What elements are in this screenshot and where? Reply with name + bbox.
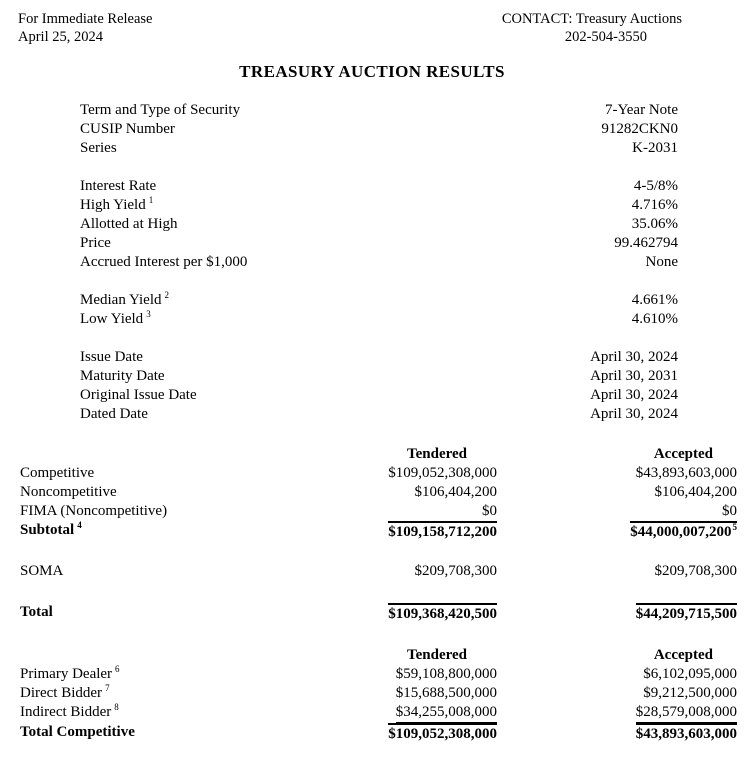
security-details [0, 101, 744, 424]
row-label: SOMA [20, 563, 64, 579]
detail-label: Term and Type of Security [80, 102, 241, 118]
contact-line: CONTACT: Treasury Auctions [501, 11, 682, 27]
row-label: Indirect Bidder $^8$ [20, 702, 119, 720]
detail-row [0, 234, 744, 253]
detail-row [0, 177, 744, 196]
tendered-value: $34,255,008,000 [300, 703, 497, 723]
row-label: Noncompetitive [20, 484, 117, 500]
detail-value: 99.462794 [614, 235, 678, 251]
table-row-direct-bidder [0, 684, 744, 703]
row-label: Competitive [20, 465, 95, 481]
tendered-column-header: Tendered [406, 446, 467, 462]
detail-row [0, 310, 744, 329]
tendered-value: $0 [482, 503, 497, 519]
contact-block [502, 10, 682, 46]
security-identity-group [0, 101, 744, 158]
detail-value: April 30, 2024 [590, 387, 678, 403]
detail-row [0, 196, 744, 215]
detail-value: 7-Year Note [604, 102, 678, 118]
detail-label: Price [80, 235, 111, 251]
row-label: FIMA (Noncompetitive) [20, 503, 168, 519]
detail-value: 4.661% [631, 292, 678, 308]
row-label: Total Competitive [20, 724, 135, 740]
tendered-value: $109,052,308,000 [300, 723, 497, 744]
detail-label: Maturity Date [80, 368, 165, 384]
detail-label: High Yield $^1$ [80, 195, 154, 213]
table-row-competitive [0, 464, 744, 483]
release-line: For Immediate Release [18, 11, 153, 27]
document-title: TREASURY AUCTION RESULTS [239, 62, 505, 81]
detail-value: April 30, 2024 [590, 349, 678, 365]
table-row-subtotal [0, 521, 744, 542]
dates-group [0, 348, 744, 424]
accepted-value: $43,893,603,000 [497, 723, 737, 744]
detail-label: Issue Date [80, 349, 143, 365]
detail-value: 4.716% [631, 197, 678, 213]
allocation-table [0, 445, 744, 624]
tendered-column-header: Tendered [406, 647, 467, 663]
detail-label: Series [80, 140, 117, 156]
contact-phone: 202-504-3550 [564, 29, 647, 45]
detail-value: April 30, 2031 [590, 368, 678, 384]
detail-row [0, 291, 744, 310]
accepted-value: $28,579,008,000 [497, 703, 737, 723]
detail-label: CUSIP Number [80, 121, 175, 137]
tendered-value: $15,688,500,000 [395, 685, 497, 701]
row-label: Primary Dealer $^6$ [20, 664, 120, 682]
row-label: Subtotal $^4$ [20, 520, 82, 538]
release-block [18, 10, 152, 46]
table-row-primary-dealer [0, 665, 744, 684]
release-date: April 25, 2024 [18, 29, 103, 45]
footnote-marker: 8 [114, 702, 119, 712]
footnote-marker: 6 [115, 664, 120, 674]
detail-value: None [645, 254, 678, 270]
accepted-value: $43,893,603,000 [635, 465, 737, 481]
median-low-yield-group [0, 291, 744, 329]
detail-label: Low Yield $^3$ [80, 309, 151, 327]
bidder-table-header [0, 646, 744, 665]
tendered-value: $209,708,300 [414, 563, 497, 579]
header-spacer [20, 445, 300, 464]
detail-label: Accrued Interest per $1,000 [80, 254, 248, 270]
detail-row [0, 120, 744, 139]
accepted-column-header: Accepted [653, 647, 713, 663]
detail-row [0, 101, 744, 120]
footnote-marker: 1 [148, 195, 154, 205]
detail-row [0, 348, 744, 367]
detail-label: Original Issue Date [80, 387, 197, 403]
table-row-fima [0, 502, 744, 521]
accepted-value: $44,000,007,200$^5$ [630, 522, 737, 540]
detail-row [0, 215, 744, 234]
tendered-value: $59,108,800,000 [395, 666, 497, 682]
table-row-noncompetitive [0, 483, 744, 502]
detail-value: 4-5/8% [633, 178, 678, 194]
tendered-value: $109,368,420,500 [300, 603, 497, 624]
table-row-total [0, 603, 744, 624]
table-row-soma [0, 562, 744, 581]
table-row-indirect-bidder [0, 703, 744, 723]
bidder-table [0, 646, 744, 744]
accepted-value: $44,209,715,500 [497, 603, 737, 624]
detail-row [0, 367, 744, 386]
allocation-table-header [0, 445, 744, 464]
detail-label: Interest Rate [80, 178, 157, 194]
detail-row [0, 405, 744, 424]
footnote-marker: 7 [105, 683, 110, 693]
tendered-value: $106,404,200 [414, 484, 497, 500]
footnote-marker: 3 [146, 309, 151, 319]
header-spacer [20, 646, 300, 665]
accepted-column-header: Accepted [653, 446, 713, 462]
detail-value: 35.06% [631, 216, 678, 232]
accepted-value: $106,404,200 [654, 484, 737, 500]
table-row-total-competitive [0, 723, 744, 744]
accepted-value: $9,212,500,000 [643, 685, 737, 701]
tendered-value: $109,158,712,200 [300, 521, 497, 542]
tendered-value: $109,052,308,000 [388, 465, 497, 481]
detail-value: 4.610% [631, 311, 678, 327]
masthead [0, 0, 744, 46]
rate-yield-group [0, 177, 744, 272]
footnote-marker: 5 [732, 522, 737, 532]
accepted-value: $209,708,300 [654, 563, 737, 579]
detail-row [0, 253, 744, 272]
row-label: Direct Bidder $^7$ [20, 683, 110, 701]
footnote-marker: 4 [77, 520, 82, 530]
detail-row [0, 386, 744, 405]
detail-label: Allotted at High [80, 216, 178, 232]
footnote-marker: 2 [164, 290, 170, 300]
accepted-value: $0 [722, 503, 737, 519]
detail-label: Median Yield $^2$ [80, 290, 170, 308]
detail-row [0, 139, 744, 158]
detail-label: Dated Date [80, 406, 148, 422]
detail-value: April 30, 2024 [590, 406, 678, 422]
row-label: Total [20, 604, 53, 620]
detail-value: 91282CKN0 [601, 121, 678, 137]
accepted-value: $6,102,095,000 [643, 666, 737, 682]
detail-value: K-2031 [632, 140, 678, 156]
